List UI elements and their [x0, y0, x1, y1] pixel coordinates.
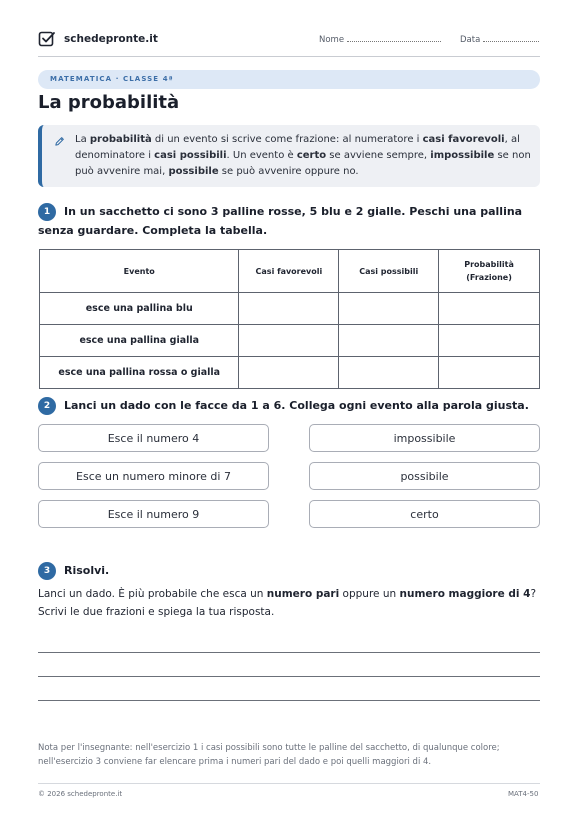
event-cell: esce una pallina gialla: [40, 325, 239, 357]
table-row: [40, 293, 540, 325]
date-field[interactable]: [460, 35, 539, 45]
col-header-probability: Probabilità (Frazione): [439, 250, 540, 293]
definition-text: La probabilità di un evento si scrive come frazione: al numeratore i casi favorevoli, al denominatore i casi possibili. Un evento è certo se avviene sempre, impossibile se non può avvenire mai, possibile se può avvenire oppure no.: [75, 134, 531, 177]
name-label: Nome: [319, 35, 345, 45]
fraction-answer-cell[interactable]: [439, 325, 540, 357]
page-title: La probabilità: [38, 92, 180, 113]
favorable-answer-cell[interactable]: [239, 293, 339, 325]
answer-line[interactable]: [38, 676, 540, 677]
possible-answer-cell[interactable]: [339, 357, 439, 389]
table-header-row: [40, 250, 540, 293]
exercise-2-prompt: Lanci un dado con le facce da 1 a 6. Collega ogni evento alla parola giusta.: [64, 399, 529, 412]
exercise-3-instruction: Scrivi le due frazioni e spiega la tua risposta.: [38, 606, 275, 618]
footer-code: MAT4-50: [508, 790, 539, 798]
col-header-event: Evento: [40, 250, 239, 293]
subject-pill-text: MATEMATICA · CLASSE 4ª: [50, 74, 174, 83]
checkbox-logo-icon: [38, 30, 56, 48]
exercise-3-prompt: Lanci un dado. È più probabile che esca un numero pari oppure un numero maggiore di 4?: [38, 588, 537, 600]
brand-name: schedepronte.it: [64, 33, 158, 45]
possible-answer-cell[interactable]: [339, 325, 439, 357]
exercise-1-number: 1: [38, 203, 56, 221]
table-row: [40, 325, 540, 357]
col-header-favorable: Casi favorevoli: [239, 250, 339, 293]
event-box[interactable]: Esce un numero minore di 7: [38, 462, 269, 490]
answer-line[interactable]: [38, 700, 540, 701]
exercise-3-title: Risolvi.: [64, 564, 110, 577]
footer-divider: [38, 783, 540, 784]
event-box[interactable]: Esce il numero 9: [38, 500, 269, 528]
pencil-icon: [54, 136, 65, 147]
exercise-2-number: 2: [38, 397, 56, 415]
event-cell: esce una pallina blu: [40, 293, 239, 325]
word-box[interactable]: possibile: [309, 462, 540, 490]
event-cell: esce una pallina rossa o gialla: [40, 357, 239, 389]
footer-copyright: © 2026 schedepronte.it: [38, 790, 123, 798]
subject-pill: [38, 70, 540, 89]
name-field[interactable]: [319, 35, 441, 45]
answer-line[interactable]: [38, 652, 540, 653]
exercise-1-prompt: In un sacchetto ci sono 3 palline rosse, 5 blu e 2 gialle. Peschi una pallina senza guardare. Completa la tabella.: [38, 205, 523, 237]
date-label: Data: [460, 35, 481, 45]
header-divider: [38, 56, 540, 57]
event-box[interactable]: Esce il numero 4: [38, 424, 269, 452]
brand: [38, 30, 158, 48]
table-row: [40, 357, 540, 389]
word-box[interactable]: certo: [309, 500, 540, 528]
fraction-answer-cell[interactable]: [439, 357, 540, 389]
probability-table: [39, 249, 540, 389]
word-box[interactable]: impossibile: [309, 424, 540, 452]
teacher-note: Nota per l'insegnante: nell'esercizio 1 i casi possibili sono tutte le palline del sacchetto, di qualunque colore; nell'esercizio 3 conviene far elencare prima i numeri pari del dado e poi quelli maggiori di 4.: [38, 743, 500, 767]
name-blank[interactable]: [347, 41, 441, 42]
definition-callout: [38, 125, 540, 187]
exercise-3-number: 3: [38, 562, 56, 580]
favorable-answer-cell[interactable]: [239, 325, 339, 357]
col-header-possible: Casi possibili: [339, 250, 439, 293]
favorable-answer-cell[interactable]: [239, 357, 339, 389]
fraction-answer-cell[interactable]: [439, 293, 540, 325]
possible-answer-cell[interactable]: [339, 293, 439, 325]
date-blank[interactable]: [483, 41, 539, 42]
